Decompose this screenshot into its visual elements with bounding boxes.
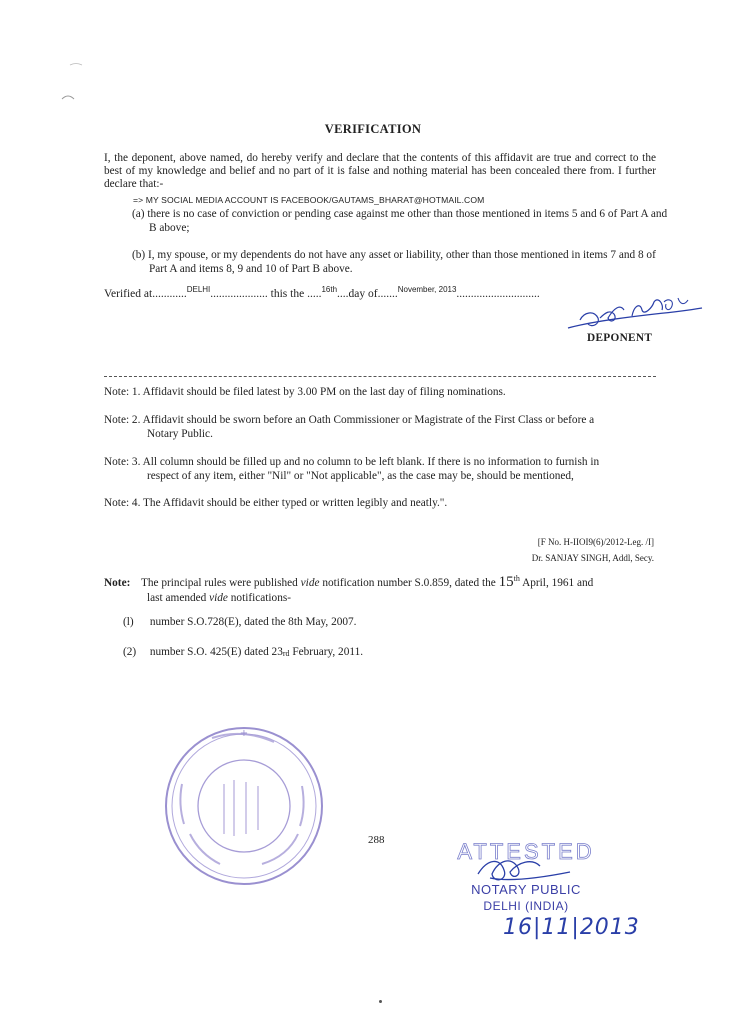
note-2-cont: Notary Public. — [147, 427, 213, 440]
rules-note-line2-1: last amended — [147, 591, 207, 604]
rules-note-day-sup: th — [513, 574, 520, 583]
note-1 — [104, 386, 656, 400]
attested-stamp: ATTESTED — [457, 839, 595, 864]
note-1-label: Note: 1. — [104, 386, 141, 398]
rules-note-text-1: The principal rules were published — [140, 576, 298, 589]
verification-line: Verified at............$^{DELHI}$.................... this the .....$^{16th}$....day of.......$^{November, 2013}$............................. — [104, 285, 540, 300]
rules-note-text-2: notification number S.0.859, dated the — [322, 576, 496, 589]
scan-marks — [60, 55, 110, 105]
day-of-label: day of — [348, 288, 378, 300]
handwritten-date: 16|11|2013 — [503, 915, 640, 940]
note-3-text: All column should be filled up and no column to be left blank. If there is no information to furnish in — [142, 456, 600, 468]
notary-public-label: NOTARY PUBLIC — [471, 882, 581, 897]
note-2-label: Note: 2. — [104, 414, 141, 426]
note-3-label: Note: 3. — [104, 456, 141, 468]
note-4-text: The Affidavit should be either typed or written legibly and neatly.". — [143, 497, 448, 509]
note-4 — [104, 497, 656, 511]
rules-note-text-3: April, 1961 and — [522, 576, 594, 589]
note-4-label: Note: 4. — [104, 497, 141, 509]
rules-note-day: 15 — [498, 573, 514, 590]
intro-paragraph: I, the deponent, above named, do hereby verify and declare that the contents of this affidavit are true and correct to the best of my knowledge and belief and no part of it is false and nothing material has been concealed there from. I further declare that:- — [104, 152, 656, 191]
amendment-1-num: (l) — [123, 616, 134, 628]
declaration-item-b: (b) I, my spouse, or my dependents do not have any asset or liability, other than those mentioned in items 7 and 8 of Part A and items 8, 9 and 10 of Part B above. — [132, 249, 656, 275]
amendment-2-text: number S.O. 425(E) dated 23 — [149, 646, 283, 658]
amendment-2-sup: rd — [282, 649, 290, 658]
verified-day: 16th — [321, 285, 338, 294]
rules-note — [104, 571, 656, 606]
this-the-label: this the — [270, 288, 305, 300]
rules-note-vide-1: vide — [300, 576, 320, 589]
verified-at-label: Verified at — [104, 288, 153, 300]
amendment-2-text-after: February, 2011. — [289, 646, 364, 658]
note-2-text: Affidavit should be sworn before an Oath Commissioner or Magistrate of the First Class or before a — [142, 414, 595, 426]
amendment-2 — [123, 646, 363, 658]
svg-text:+: + — [239, 728, 249, 739]
amendment-1-text: number S.O.728(E), dated the 8th May, 2007. — [149, 616, 357, 628]
deponent-label: DEPONENT — [587, 332, 653, 344]
declaration-item-a: (a) there is no case of conviction or pending case against me other than those mentioned in items 5 and 6 of Part A and B above; — [132, 208, 668, 234]
rules-note-line2-2: notifications- — [230, 591, 292, 604]
secretary-signature-line: Dr. SANJAY SINGH, Addl, Secy. — [531, 553, 654, 563]
social-media-line: => MY SOCIAL MEDIA ACCOUNT IS FACEBOOK/GAUTAMS_BHARAT@HOTMAIL.COM — [133, 195, 485, 205]
document-title: VERIFICATION — [324, 122, 422, 136]
rules-note-vide-2: vide — [209, 591, 228, 604]
amendment-1 — [123, 616, 356, 628]
notary-location-label: DELHI (INDIA) — [483, 899, 569, 913]
scan-dot — [379, 1000, 382, 1003]
amendment-2-num: (2) — [123, 646, 137, 658]
page-number: 288 — [368, 834, 385, 846]
note-2 — [104, 414, 656, 442]
file-number: [F No. H-IIOI9(6)/2012-Leg. /I] — [537, 537, 654, 547]
verified-place: DELHI — [186, 285, 211, 294]
verified-month-year: November, 2013 — [397, 285, 457, 294]
note-3 — [104, 456, 656, 484]
separator-line — [104, 376, 656, 377]
notary-seal — [162, 724, 327, 889]
note-3-cont: respect of any item, either "Nil" or "Not applicable", as the case may be, should be mentioned, — [147, 469, 574, 482]
rules-note-label: Note: — [104, 576, 131, 589]
note-1-text: Affidavit should be filed latest by 3.00 PM on the last day of filing nominations. — [142, 386, 506, 398]
